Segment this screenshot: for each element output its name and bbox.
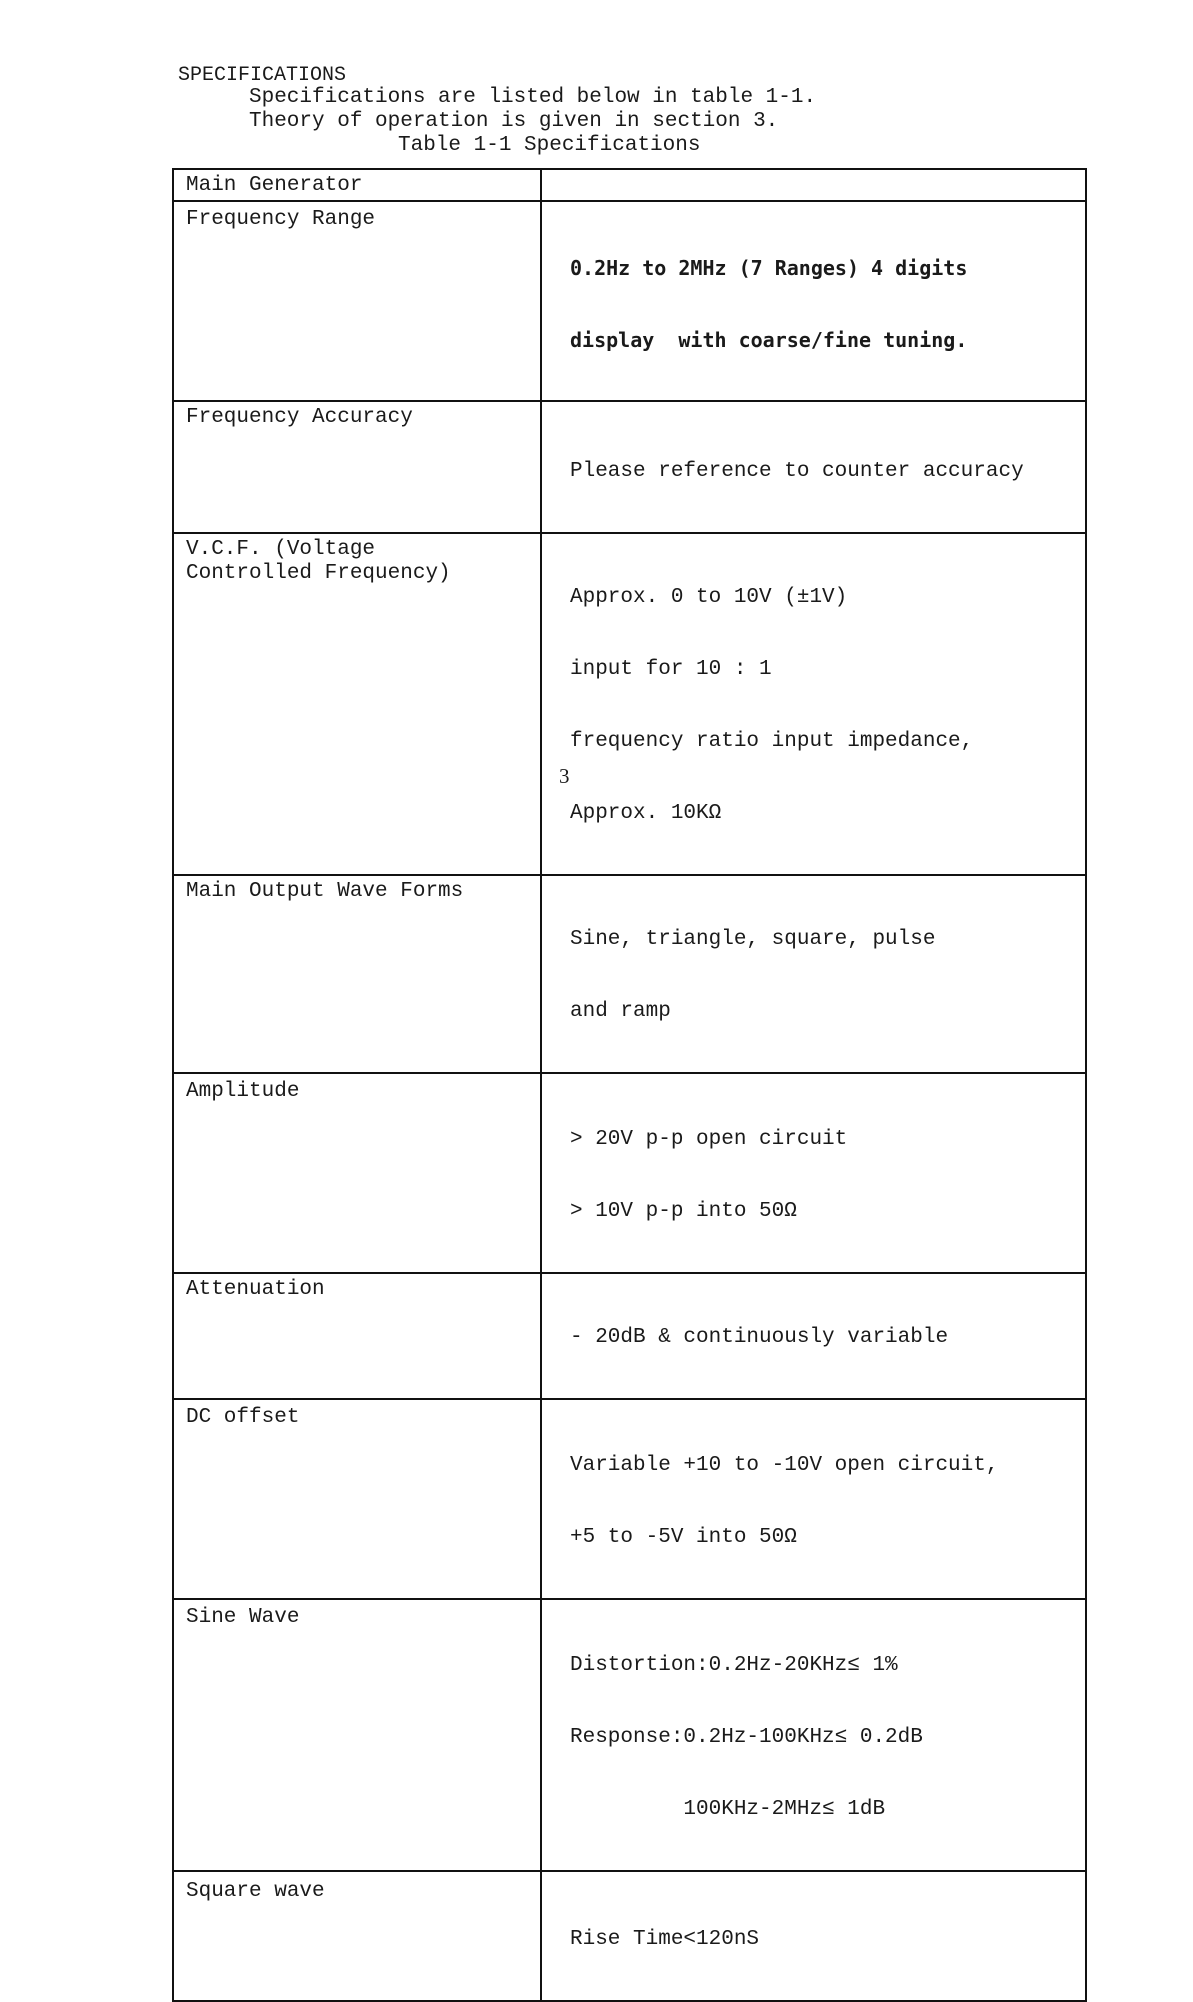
parameter-cell: V.C.F. (Voltage Controlled Frequency) — [173, 533, 541, 875]
value-line: Variable +10 to -10V open circuit, — [570, 1454, 999, 1477]
value-line: 0.2Hz to 2MHz (7 Ranges) 4 digits — [570, 256, 968, 280]
value-cell — [541, 875, 1086, 1073]
value-line: display with coarse/fine tuning. — [570, 328, 968, 352]
parameter-cell: Frequency Accuracy — [173, 401, 541, 533]
parameter-cell: Main Output Wave Forms — [173, 875, 541, 1073]
table-row — [173, 401, 1086, 533]
value-line: > 20V p-p open circuit — [570, 1128, 848, 1151]
intro-line: Specifications are listed below in table 1-1. — [249, 86, 817, 109]
value-line: Distortion:0.2Hz-20KHz≤ 1% — [570, 1654, 898, 1677]
parameter-cell: Attenuation — [173, 1273, 541, 1399]
value-line: 100KHz-2MHz≤ 1dB — [570, 1798, 886, 1821]
intro-line: Theory of operation is given in section 3. — [249, 110, 779, 133]
value-line: +5 to -5V into 50Ω — [570, 1526, 797, 1549]
table-caption: Table 1-1 Specifications — [398, 134, 701, 157]
parameter-cell: DC offset — [173, 1399, 541, 1599]
value-line: Response:0.2Hz-100KHz≤ 0.2dB — [570, 1726, 923, 1749]
value-line: and ramp — [570, 1000, 671, 1023]
value-cell — [541, 1073, 1086, 1273]
specifications-table — [172, 168, 1087, 2002]
parameter-cell: Frequency Range — [173, 201, 541, 401]
value-line: Approx. 10KΩ — [570, 802, 722, 825]
value-line: - 20dB & continuously variable — [570, 1326, 949, 1349]
value-cell — [541, 1399, 1086, 1599]
value-cell — [541, 1273, 1086, 1399]
value-cell — [541, 1599, 1086, 1871]
value-cell — [541, 201, 1086, 401]
value-cell — [541, 1871, 1086, 2001]
parameter-cell: Main Generator — [173, 169, 541, 201]
value-cell — [541, 169, 1086, 201]
section-heading: SPECIFICATIONS — [178, 64, 347, 87]
table-row — [173, 1073, 1086, 1273]
value-cell — [541, 401, 1086, 533]
value-cell — [541, 533, 1086, 875]
table-row — [173, 169, 1086, 201]
value-line: Sine, triangle, square, pulse — [570, 928, 936, 951]
table-row — [173, 533, 1086, 875]
table-row — [173, 875, 1086, 1073]
table-row — [173, 201, 1086, 401]
parameter-cell: Square wave — [173, 1871, 541, 2001]
page-number: 3 — [559, 764, 570, 788]
parameter-cell: Sine Wave — [173, 1599, 541, 1871]
value-line: > 10V p-p into 50Ω — [570, 1200, 797, 1223]
table-row — [173, 1399, 1086, 1599]
value-line: Please reference to counter accuracy — [570, 460, 1024, 483]
table-row — [173, 1871, 1086, 2001]
value-line: Approx. 0 to 10V (±1V) — [570, 586, 848, 609]
parameter-cell: Amplitude — [173, 1073, 541, 1273]
value-line: Rise Time<120nS — [570, 1928, 760, 1951]
table-row — [173, 1273, 1086, 1399]
table-row — [173, 1599, 1086, 1871]
value-line: input for 10 : 1 — [570, 658, 772, 681]
value-line: frequency ratio input impedance, — [570, 730, 974, 753]
